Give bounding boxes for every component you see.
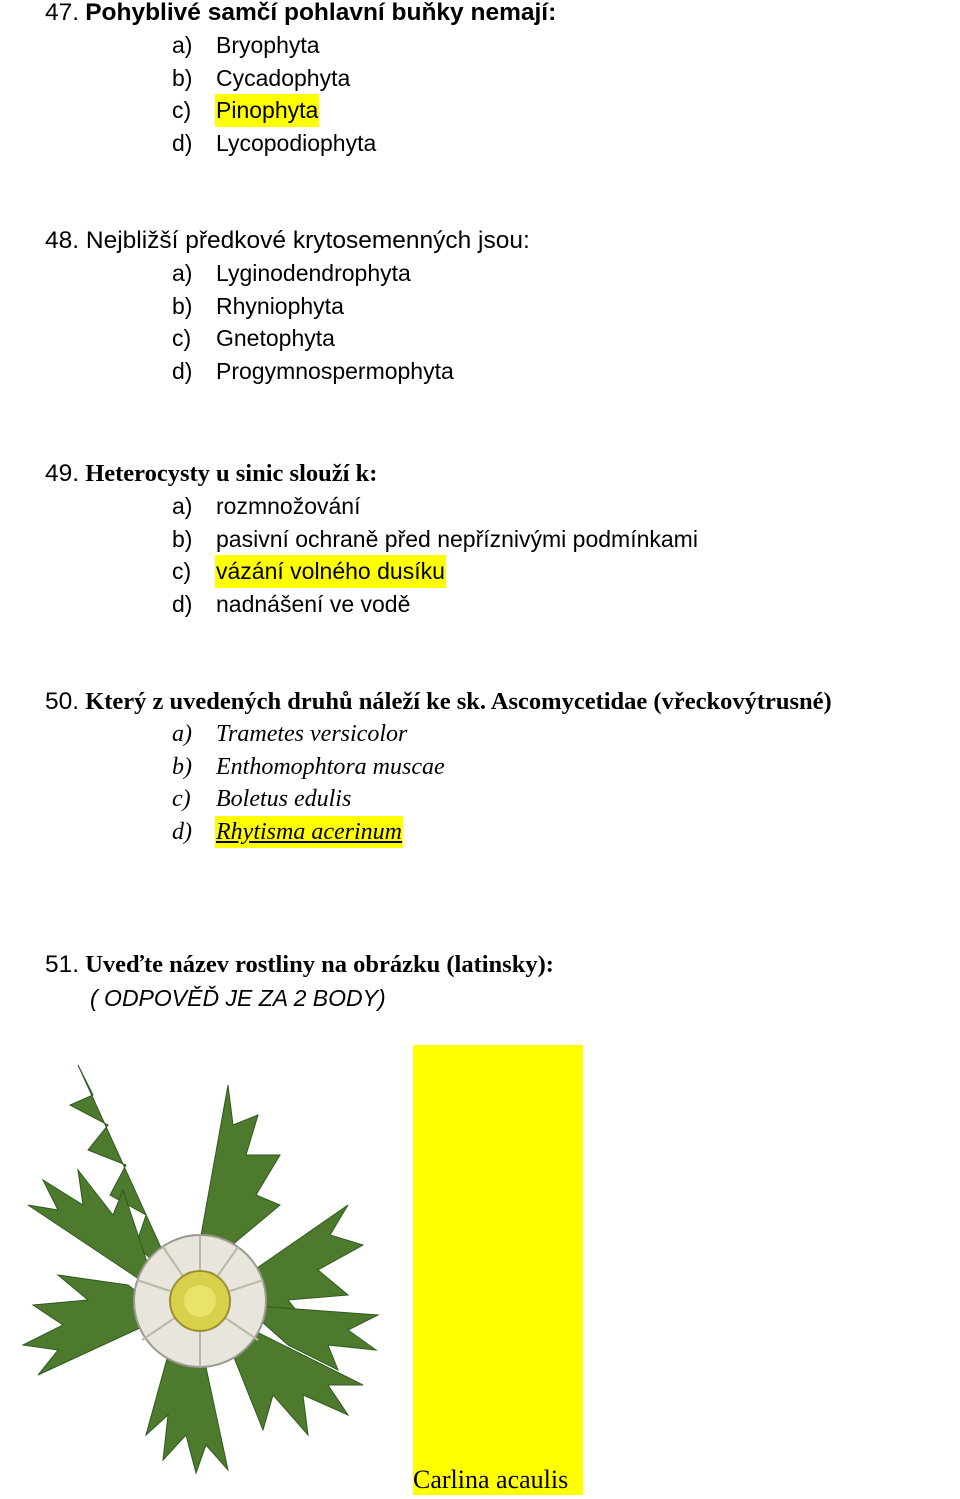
option-b[interactable]: b) Rhyniophyta bbox=[45, 290, 530, 323]
answer-highlight bbox=[413, 1045, 583, 1495]
option-a[interactable]: a) Bryophyta bbox=[45, 29, 556, 62]
option-label: Enthomophtora muscae bbox=[216, 753, 445, 780]
question-47 bbox=[45, 0, 556, 159]
option-c[interactable]: c) Boletus edulis bbox=[45, 783, 832, 816]
question-text: Který z uvedených druhů náleží ke sk. Ascomycetidae (vřeckovýtrusné) bbox=[85, 688, 832, 715]
question-title bbox=[45, 457, 377, 490]
option-label-highlighted: Rhytisma acerinum bbox=[215, 816, 403, 849]
option-label: rozmnožování bbox=[216, 493, 361, 519]
question-title bbox=[45, 224, 530, 257]
option-label: Rhyniophyta bbox=[216, 292, 344, 319]
option-label: Bryophyta bbox=[216, 32, 320, 58]
question-title bbox=[45, 685, 832, 718]
option-d[interactable]: d) nadnášení ve vodě bbox=[45, 588, 377, 621]
option-list bbox=[45, 490, 698, 620]
option-list bbox=[45, 718, 832, 848]
flower-head bbox=[134, 1235, 266, 1367]
option-label: Cycadophyta bbox=[216, 64, 351, 91]
question-title bbox=[45, 948, 554, 981]
plant-illustration bbox=[18, 1055, 380, 1475]
option-c[interactable]: c) vázání volného dusíku bbox=[45, 555, 377, 588]
option-label: Lyginodendrophyta bbox=[216, 260, 411, 286]
option-d[interactable]: d) Rhytisma acerinum bbox=[45, 816, 832, 849]
option-c[interactable]: c) Pinophyta bbox=[45, 94, 556, 127]
question-text: Uveďte název rostliny na obrázku (latinsky): bbox=[85, 951, 554, 978]
question-number: 47. bbox=[45, 0, 80, 26]
option-label: Progymnospermophyta bbox=[216, 357, 454, 384]
question-49 bbox=[45, 457, 698, 620]
question-50 bbox=[45, 685, 832, 848]
option-list bbox=[45, 257, 530, 387]
option-b[interactable]: b) Cycadophyta bbox=[45, 62, 556, 95]
option-a[interactable]: a) rozmnožování bbox=[45, 490, 377, 523]
option-label: pasivní ochraně před nepříznivými podmínkami bbox=[216, 525, 698, 552]
option-label: nadnášení ve vodě bbox=[216, 590, 411, 617]
question-number: 51. bbox=[45, 951, 80, 978]
option-d[interactable]: d) Lycopodiophyta bbox=[45, 127, 556, 160]
option-list bbox=[45, 29, 556, 159]
option-a[interactable]: a) Trametes versicolor bbox=[45, 718, 832, 751]
option-label: Lycopodiophyta bbox=[216, 129, 377, 156]
option-b[interactable]: b) Enthomophtora muscae bbox=[45, 751, 832, 784]
question-48 bbox=[45, 224, 530, 387]
question-text: Heterocysty u sinic slouží k: bbox=[85, 460, 378, 487]
option-label: Trametes versicolor bbox=[216, 721, 408, 747]
question-51 bbox=[45, 948, 554, 981]
points-note: ( ODPOVĚĎ JE ZA 2 BODY) bbox=[90, 985, 386, 1011]
option-a[interactable]: a) Lyginodendrophyta bbox=[45, 257, 530, 290]
option-label-highlighted: vázání volného dusíku bbox=[215, 555, 446, 588]
question-number: 48. bbox=[45, 227, 80, 254]
question-number: 50. bbox=[45, 688, 80, 715]
option-c[interactable]: c) Gnetophyta bbox=[45, 322, 530, 355]
question-number: 49. bbox=[45, 460, 80, 487]
option-b[interactable]: b) pasivní ochraně před nepříznivými podmínkami bbox=[45, 523, 377, 556]
question-title bbox=[45, 0, 556, 29]
question-text: Pohyblivé samčí pohlavní buňky nemají: bbox=[85, 0, 557, 26]
option-d[interactable]: d) Progymnospermophyta bbox=[45, 355, 530, 388]
answer-text: Carlina acaulis bbox=[413, 1465, 569, 1494]
option-label: Gnetophyta bbox=[216, 325, 335, 351]
option-label: Boletus edulis bbox=[216, 786, 352, 812]
option-label-highlighted: Pinophyta bbox=[215, 94, 319, 127]
question-text: Nejbližší předkové krytosemenných jsou: bbox=[85, 227, 530, 254]
